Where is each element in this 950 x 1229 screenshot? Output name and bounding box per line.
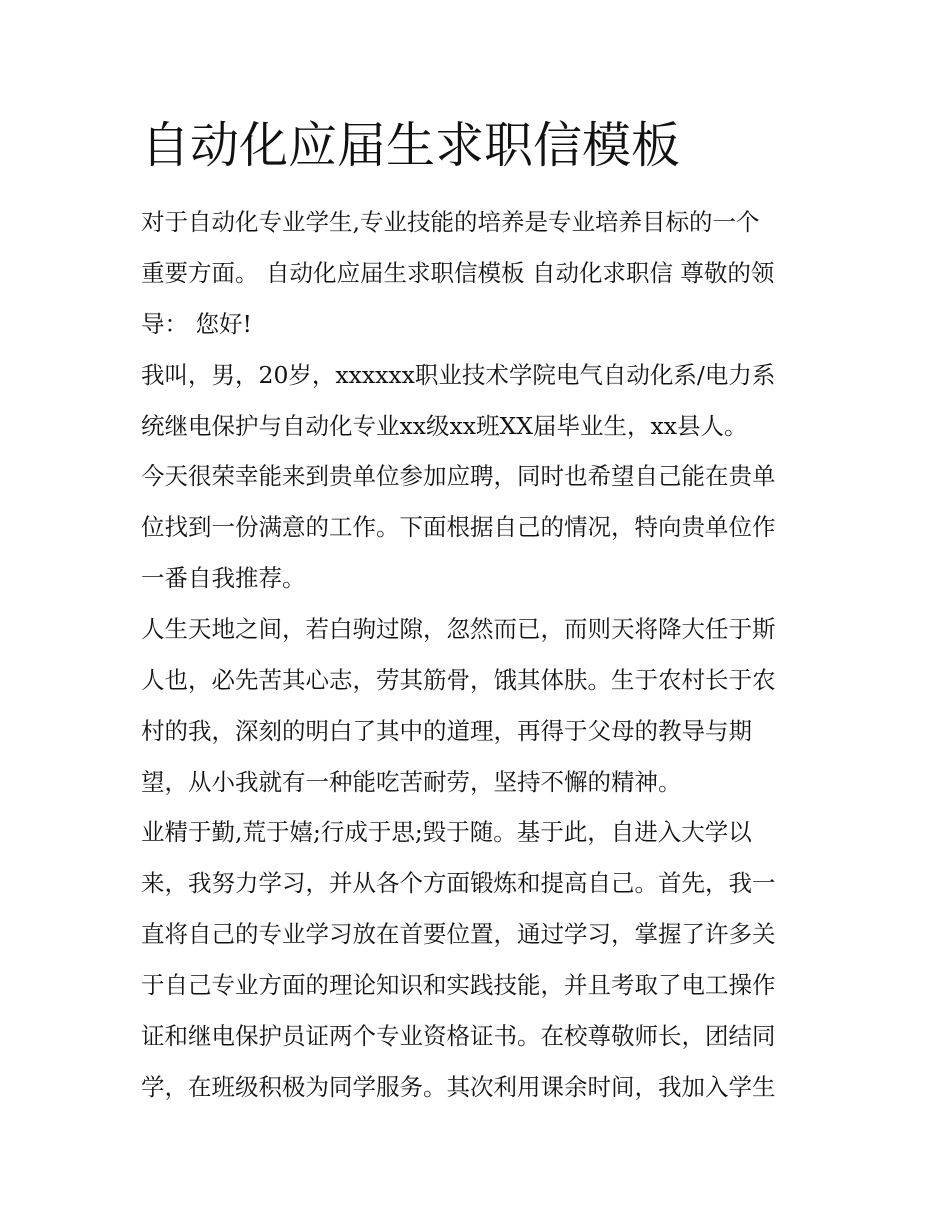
body-line-8: 一番自我推荐。: [141, 564, 306, 592]
body-line-7: 位找到一份满意的工作。下面根据自己的情况，特向贵单位作: [141, 513, 776, 541]
body-line-9: 人生天地之间，若白驹过隙，忽然而已，而则天将降大任于斯: [141, 615, 776, 643]
body-line-16: 于自己专业方面的理论知识和实践技能，并且考取了电工操作: [141, 971, 776, 999]
body-line-14: 来，我努力学习，并从各个方面锻炼和提高自己。首先，我一: [141, 869, 776, 897]
body-line-6: 今天很荣幸能来到贵单位参加应聘，同时也希望自己能在贵单: [141, 462, 776, 490]
body-line-10: 人也，必先苦其心志，劳其筋骨，饿其体肤。生于农村长于农: [141, 666, 776, 694]
body-line-3: 导： 您好!: [141, 310, 252, 338]
body-line-17: 证和继电保护员证两个专业资格证书。在校尊敬师长，团结同: [141, 1022, 776, 1050]
body-line-15: 直将自己的专业学习放在首要位置，通过学习，掌握了许多关: [141, 920, 776, 948]
body-line-5: 统继电保护与自动化专业xx级xx班XX届毕业生，xx县人。: [141, 412, 748, 440]
body-line-11: 村的我，深刻的明白了其中的道理，再得于父母的教导与期: [141, 717, 752, 745]
body-line-18: 学，在班级积极为同学服务。其次利用课余时间，我加入学生: [141, 1073, 776, 1101]
body-line-2: 重要方面。 自动化应届生求职信模板 自动化求职信 尊敬的领: [141, 259, 775, 287]
body-line-4: 我叫，男，20岁，xxxxxx职业技术学院电气自动化系/电力系: [141, 361, 776, 389]
document-title: 自动化应届生求职信模板: [141, 117, 681, 174]
body-line-1: 对于自动化专业学生,专业技能的培养是专业培养目标的一个: [141, 208, 760, 236]
body-line-13: 业精于勤,荒于嬉;行成于思;毁于随。基于此，自进入大学以: [141, 818, 752, 846]
body-line-12: 望，从小我就有一种能吃苦耐劳，坚持不懈的精神。: [141, 768, 682, 796]
